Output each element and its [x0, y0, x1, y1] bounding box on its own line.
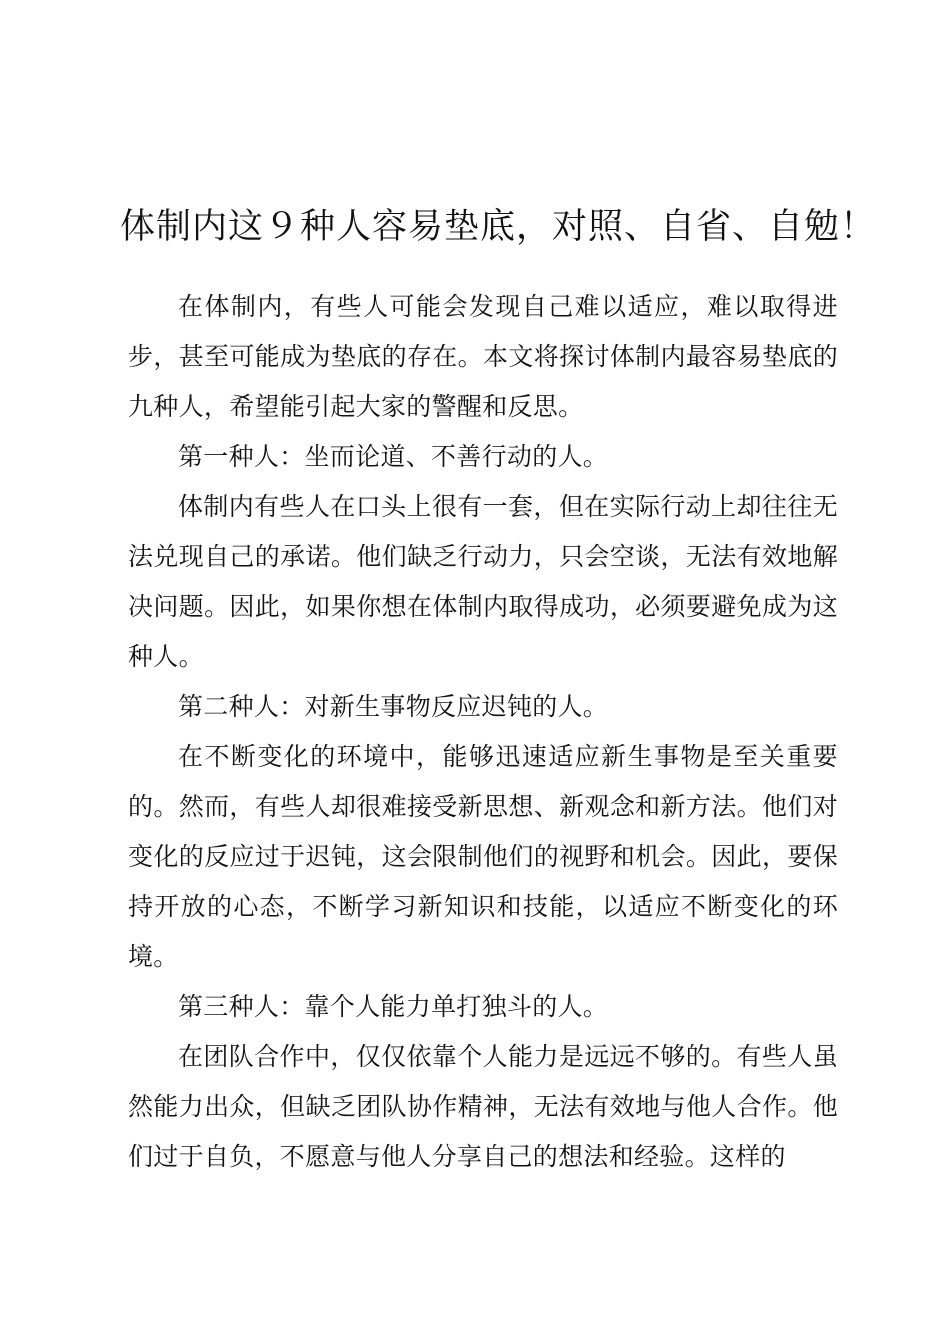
heading-type-2: 第二种人：对新生事物反应迟钝的人。 [178, 692, 609, 721]
paragraph-type-2: 在不断变化的环境中，能够迅速适应新生事物是至关重要的。然而，有些人却很难接受新思想、新观念和新方法。他们对变化的反应过于迟钝，这会限制他们的视野和机会。因此，要保持开放的心态，不断学习新知识和技能，以适应不断变化的环境。 [128, 742, 838, 971]
heading-type-3: 第三种人：靠个人能力单打独斗的人。 [178, 992, 609, 1021]
paragraph-type-3: 在团队合作中，仅仅依靠个人能力是远远不够的。有些人虽然能力出众，但缺乏团队协作精神，无法有效地与他人合作。他们过于自负，不愿意与他人分享自己的想法和经验。这样的 [128, 1042, 838, 1171]
paragraph-intro: 在体制内，有些人可能会发现自己难以适应，难以取得进步，甚至可能成为垫底的存在。本文将探讨体制内最容易垫底的九种人，希望能引起大家的警醒和反思。 [128, 292, 838, 421]
paragraph-type-1: 体制内有些人在口头上很有一套，但在实际行动上却往往无法兑现自己的承诺。他们缺乏行动力，只会空谈，无法有效地解决问题。因此，如果你想在体制内取得成功，必须要避免成为这种人。 [128, 492, 838, 671]
heading-type-1: 第一种人：坐而论道、不善行动的人。 [178, 442, 609, 471]
document-title: 体制内这９种人容易垫底，对照、自省、自勉！ [120, 207, 877, 248]
document-body [128, 282, 838, 1182]
